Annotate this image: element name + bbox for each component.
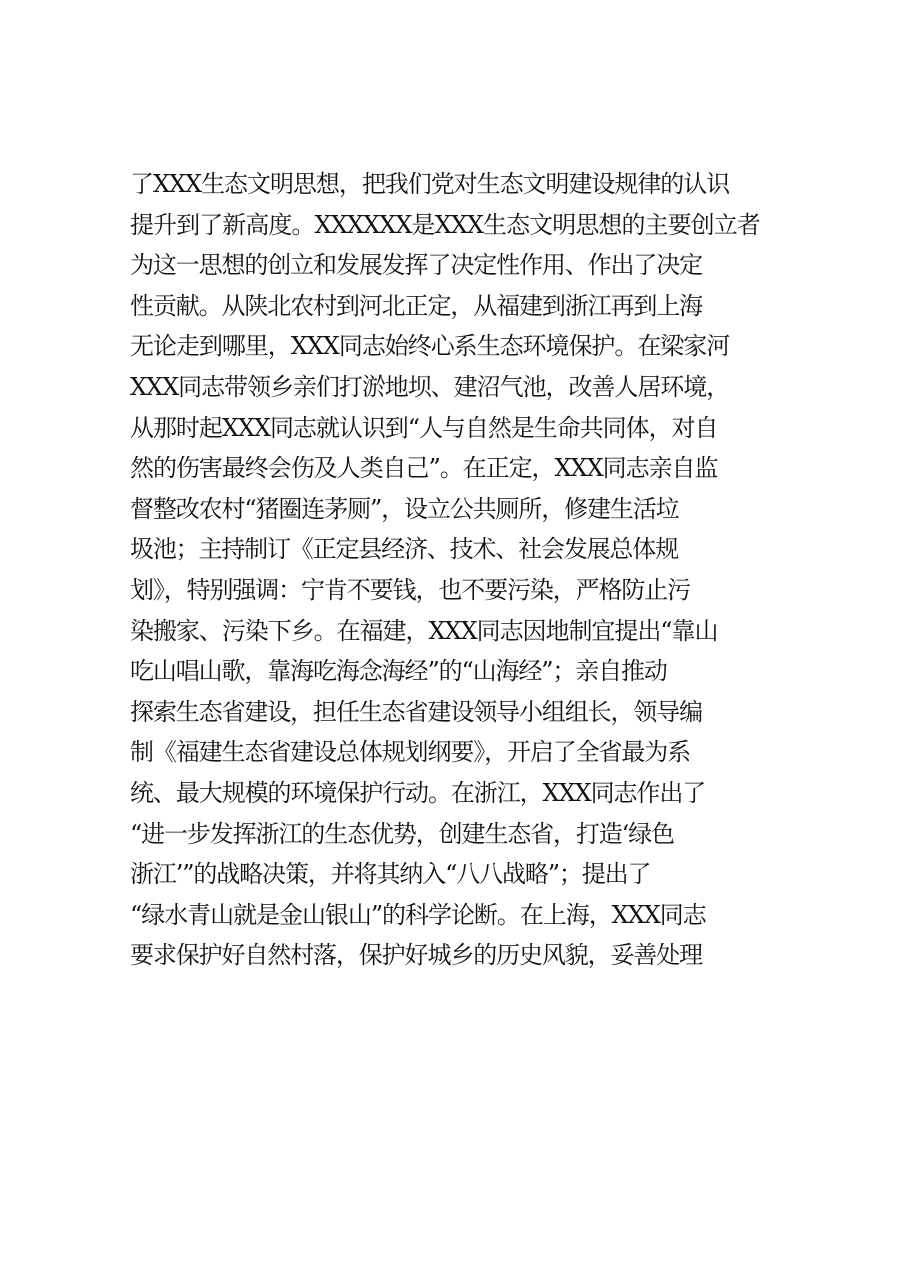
- text-line: 然的伤害最终会伤及人类自己”。在正定，XXX同志亲自监: [130, 454, 718, 483]
- text-line: 督整改农村“猪圈连茅厕”，设立公共厕所，修建生活垃: [130, 494, 679, 523]
- body-text: [130, 164, 830, 976]
- text-line: 为这一思想的创立和发展发挥了决定性作用、作出了决定: [130, 251, 702, 280]
- text-line: 要求保护好自然村落，保护好城乡的历史风貌，妥善处理: [130, 941, 702, 970]
- text-line: 探索生态省建设，担任生态省建设领导小组组长，领导编: [130, 697, 702, 726]
- text-line: 制《福建生态省建设总体规划纲要》，开启了全省最为系: [130, 738, 690, 767]
- text-line: XXX同志带领乡亲们打淤地坝、建沼气池，改善人居环境，: [130, 372, 730, 401]
- text-line: 浙江’”的战略决策，并将其纳入“八八战略”；提出了: [130, 860, 651, 889]
- text-line: 划》，特别强调：宁肯不要钱，也不要污染，严格防止污: [130, 575, 690, 604]
- text-line: 了XXX生态文明思想，把我们党对生态文明建设规律的认识: [130, 170, 730, 198]
- text-line: “进一步发挥浙江的生态优势，创建生态省，打造‘绿色: [130, 819, 674, 848]
- text-line: “绿水青山就是金山银山”的科学论断。在上海，XXX同志: [130, 900, 706, 929]
- text-line: 统、最大规模的环境保护行动。在浙江，XXX同志作出了: [130, 778, 706, 807]
- text-line: 圾池；主持制订《正定县经济、技术、社会发展总体规: [130, 535, 678, 564]
- text-line: 提升到了新高度。XXXXXX是XXX生态文明思想的主要创立者: [130, 210, 760, 239]
- text-line: 无论走到哪里，XXX同志始终心系生态环境保护。在梁家河: [130, 332, 730, 361]
- text-line: 从那时起XXX同志就认识到“人与自然是生命共同体，对自: [130, 413, 718, 442]
- text-line: 吃山唱山歌，靠海吃海念海经”的“山海经”；亲自推动: [130, 657, 667, 686]
- text-line: 性贡献。从陕北农村到河北正定，从福建到浙江再到上海: [130, 291, 702, 320]
- text-line: 染搬家、污染下乡。在福建，XXX同志因地制宜提出“靠山: [130, 616, 718, 645]
